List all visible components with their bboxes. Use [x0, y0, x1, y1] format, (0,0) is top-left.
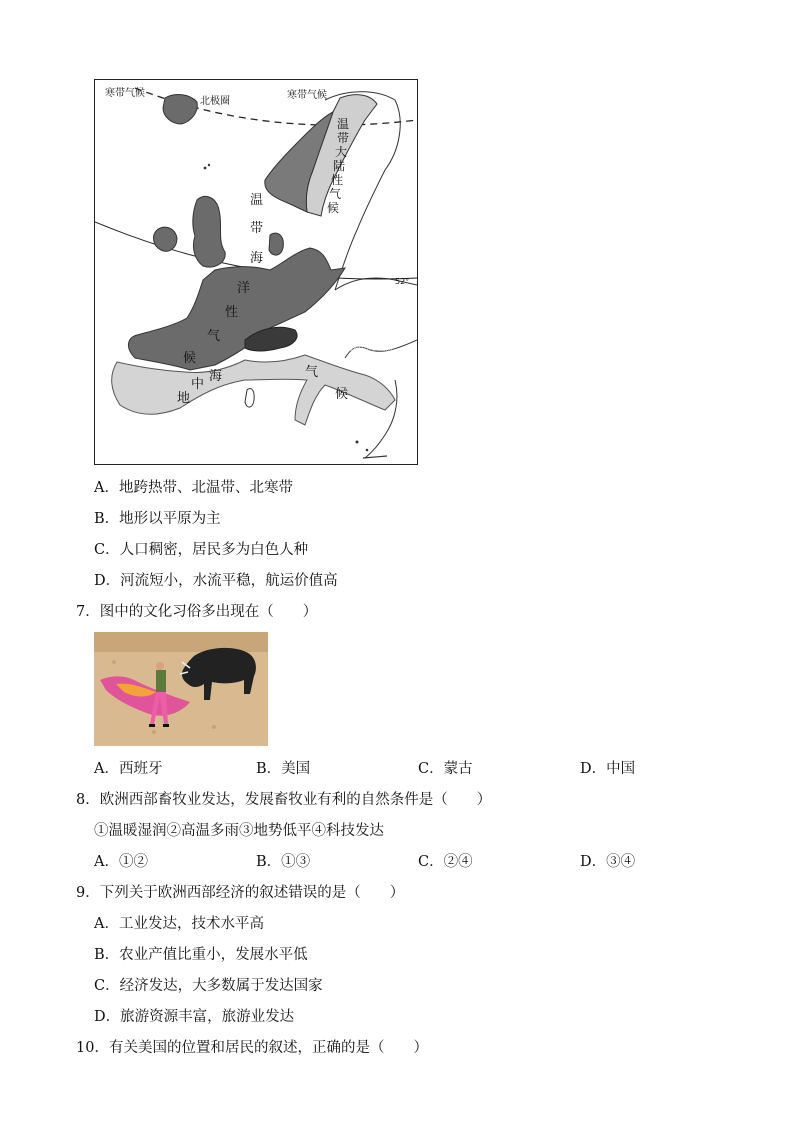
q8-items: ①温暖湿润②高温多雨③地势低平④科技发达 [94, 823, 384, 839]
q8-stem: 8．欧洲西部畜牧业发达，发展畜牧业有利的自然条件是（ ） [76, 792, 492, 808]
label-cold-right: 寒带气候 [287, 90, 327, 101]
label-highland: 高原山地气候 [345, 343, 393, 352]
iceland-shape [163, 95, 197, 124]
q9-option-d[interactable]: D．旅游资源丰富，旅游业发达 [94, 1009, 295, 1025]
label-continental-5: 气 [329, 187, 342, 201]
q9-stem: 9．下列关于欧洲西部经济的叙述错误的是（ ） [76, 885, 405, 901]
denmark-shape [269, 233, 283, 255]
corsica-shape [245, 388, 254, 407]
label-oceanic-3: 洋 [237, 281, 251, 296]
label-oceanic-1: 带 [250, 221, 264, 236]
q9-option-a[interactable]: A．工业发达，技术水平高 [94, 916, 264, 932]
label-med-0: 地 [177, 391, 191, 406]
label-oceanic-2: 海 [250, 251, 264, 266]
faroe-dot [204, 167, 207, 170]
q6-option-a[interactable]: A．地跨热带、北温带、北寒带 [94, 480, 293, 496]
q7-option-c[interactable]: C．蒙古 [418, 761, 473, 777]
q8-option-b[interactable]: B．①③ [256, 854, 311, 870]
q10-stem: 10．有关美国的位置和居民的叙述，正确的是（ ） [76, 1040, 428, 1056]
label-oceanic-4: 性 [225, 305, 239, 320]
label-continental-4: 性 [331, 173, 344, 187]
q7-option-b[interactable]: B．美国 [256, 761, 311, 777]
label-continental-0: 温 [337, 117, 350, 131]
q8-option-a[interactable]: A．①② [94, 854, 148, 870]
label-med-3: 气 [305, 365, 319, 380]
label-continental-3: 陆 [333, 159, 346, 173]
label-oceanic-5: 气 [207, 329, 221, 344]
great-britain-shape [193, 196, 225, 267]
label-continental-1: 带 [337, 131, 350, 145]
q7-stem: 7．图中的文化习俗多出现在（ ） [76, 604, 318, 620]
label-med-2: 海 [209, 369, 223, 384]
label-cold-left: 寒带气候 [105, 88, 145, 99]
q8-option-c[interactable]: C．②④ [418, 854, 473, 870]
label-oceanic-6: 候 [183, 351, 197, 366]
climate-map-svg [95, 80, 417, 464]
q9-option-c[interactable]: C．经济发达，大多数属于发达国家 [94, 978, 323, 994]
q6-option-b[interactable]: B．地形以平原为主 [94, 511, 221, 527]
label-med-4: 候 [335, 387, 349, 402]
mediterranean-zone [112, 355, 395, 425]
label-continental-6: 候 [327, 201, 340, 215]
bullfight-illustration [94, 632, 268, 746]
label-continental-2: 大 [335, 145, 348, 159]
q9-option-b[interactable]: B．农业产值比重小，发展水平低 [94, 947, 308, 963]
label-med-1: 中 [191, 377, 205, 392]
ireland-shape [154, 227, 177, 251]
label-arctic-circle: 北极圈 [200, 96, 230, 107]
q6-option-d[interactable]: D．河流短小，水流平稳，航运价值高 [94, 573, 338, 589]
q7-option-d[interactable]: D．中国 [580, 761, 636, 777]
label-lat52: 52° [395, 277, 410, 286]
aegean-island [356, 441, 359, 444]
bullfight-photo [94, 632, 268, 746]
faroe-dot-2 [208, 164, 210, 166]
q7-option-a[interactable]: A．西班牙 [94, 761, 163, 777]
europe-climate-map [94, 79, 418, 465]
q8-option-d[interactable]: D．③④ [580, 854, 636, 870]
q6-option-c[interactable]: C．人口稠密，居民多为白色人种 [94, 542, 309, 558]
aegean-island-2 [366, 449, 369, 452]
label-oceanic-0: 温 [250, 193, 264, 208]
